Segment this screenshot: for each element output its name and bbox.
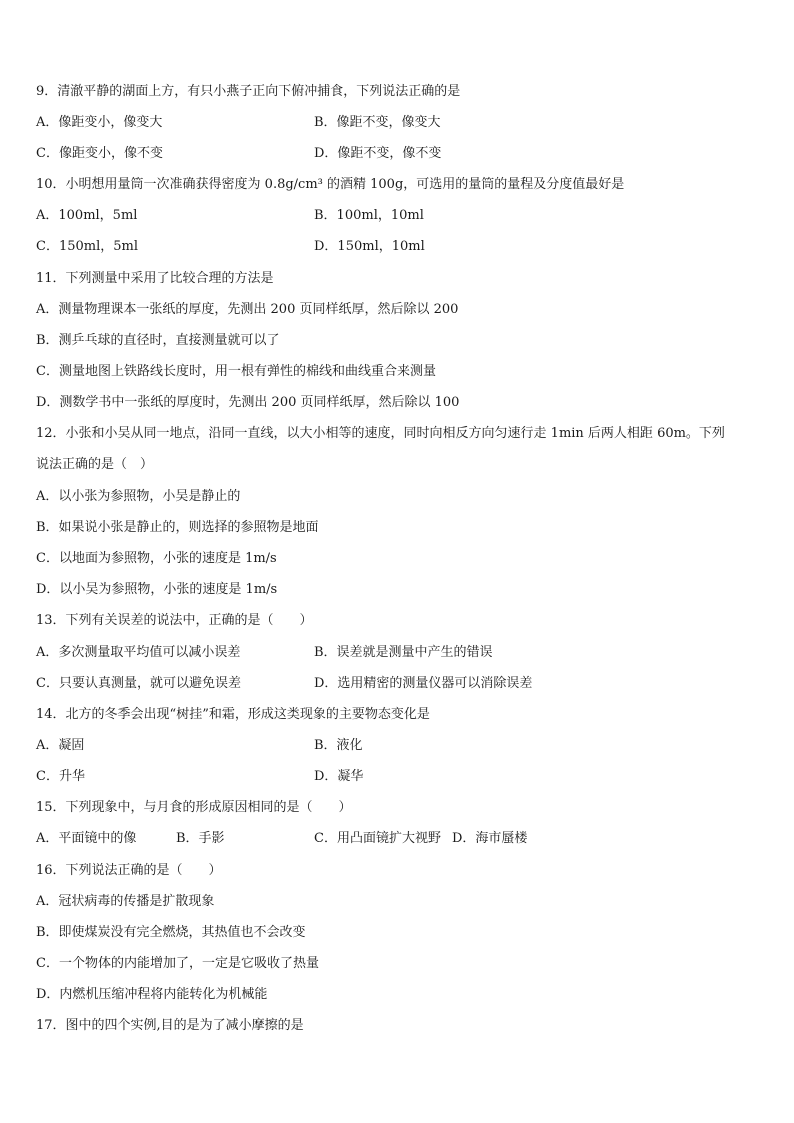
question-11-option-b: B．测乒乓球的直径时，直接测量就可以了: [36, 333, 280, 348]
question-9-option-a: A．像距变小，像变大: [36, 115, 163, 130]
question-14-option-d: D．凝华: [314, 769, 364, 784]
question-9-options-row-2: [36, 145, 756, 163]
question-11-option-a: A．测量物理课本一张纸的厚度，先测出 200 页同样纸厚，然后除以 200: [36, 302, 459, 317]
question-10-option-c: C．150ml，5ml: [36, 239, 139, 254]
question-14-stem: 14．北方的冬季会出现“树挂”和霜，形成这类现象的主要物态变化是: [36, 707, 430, 722]
question-12-stem-line-2: 说法正确的是（ ）: [36, 457, 154, 472]
question-10-option-d: D．150ml，10ml: [314, 239, 425, 254]
question-16-stem: 16．下列说法正确的是（ ）: [36, 863, 222, 878]
question-12-option-a: A．以小张为参照物，小吴是静止的: [36, 489, 241, 504]
question-14-option-c: C．升华: [36, 769, 85, 784]
question-10-stem: 10．小明想用量筒一次准确获得密度为 0.8g/cm³ 的酒精 100g，可选用的量筒的量程及分度值最好是: [36, 177, 625, 192]
question-15-options-row: [36, 830, 756, 848]
question-13-option-b: B．误差就是测量中产生的错误: [314, 645, 493, 660]
question-11-option-c: C．测量地图上铁路线长度时，用一根有弹性的棉线和曲线重合来测量: [36, 364, 436, 379]
question-14-options-row-2: [36, 768, 756, 786]
question-17-stem: 17．图中的四个实例,目的是为了减小摩擦的是: [36, 1018, 304, 1033]
question-14-option-b: B．液化: [314, 738, 363, 753]
question-16-option-c: C．一个物体的内能增加了，一定是它吸收了热量: [36, 956, 319, 971]
question-9-options-row-1: [36, 114, 756, 132]
question-13-options-row-2: [36, 675, 756, 693]
question-14-option-a: A．凝固: [36, 738, 85, 753]
question-10-options-row-2: [36, 238, 756, 256]
question-11-stem: 11．下列测量中采用了比较合理的方法是: [36, 271, 274, 286]
question-9-option-d: D．像距不变，像不变: [314, 146, 442, 161]
question-11-option-d: D．测数学书中一张纸的厚度时，先测出 200 页同样纸厚，然后除以 100: [36, 395, 460, 410]
question-14-options-row-1: [36, 737, 756, 755]
question-9-stem: 9．清澈平静的湖面上方，有只小燕子正向下俯冲捕食，下列说法正确的是: [36, 84, 461, 99]
question-15-option-d: D．海市蜃楼: [452, 831, 528, 846]
question-10-options-row-1: [36, 207, 756, 225]
question-13-options-row-1: [36, 644, 756, 662]
question-9-option-c: C．像距变小，像不变: [36, 146, 163, 161]
question-13-option-c: C．只要认真测量，就可以避免误差: [36, 676, 241, 691]
question-12-option-c: C．以地面为参照物，小张的速度是 1m/s: [36, 551, 277, 566]
question-12-option-d: D．以小吴为参照物，小张的速度是 1m/s: [36, 582, 278, 597]
question-12-option-b: B．如果说小张是静止的，则选择的参照物是地面: [36, 520, 319, 535]
question-10-option-b: B．100ml，10ml: [314, 208, 424, 223]
question-15-option-a: A．平面镜中的像: [36, 831, 137, 846]
question-16-option-b: B．即使煤炭没有完全燃烧，其热值也不会改变: [36, 925, 306, 940]
question-16-option-a: A．冠状病毒的传播是扩散现象: [36, 894, 215, 909]
question-15-option-c: C．用凸面镜扩大视野: [314, 831, 441, 846]
question-12-stem-line-1: 12．小张和小吴从同一地点，沿同一直线，以大小相等的速度，同时向相反方向匀速行走 1min 后两人相距 60m。下列: [36, 426, 725, 441]
question-13-option-d: D．选用精密的测量仪器可以消除误差: [314, 676, 533, 691]
question-15-option-b: B．手影: [176, 831, 225, 846]
question-9-option-b: B．像距不变，像变大: [314, 115, 441, 130]
question-13-stem: 13．下列有关误差的说法中，正确的是（ ）: [36, 613, 313, 628]
question-13-option-a: A．多次测量取平均值可以减小误差: [36, 645, 241, 660]
question-15-stem: 15．下列现象中，与月食的形成原因相同的是（ ）: [36, 800, 352, 815]
question-16-option-d: D．内燃机压缩冲程将内能转化为机械能: [36, 987, 268, 1002]
question-10-option-a: A．100ml，5ml: [36, 208, 138, 223]
